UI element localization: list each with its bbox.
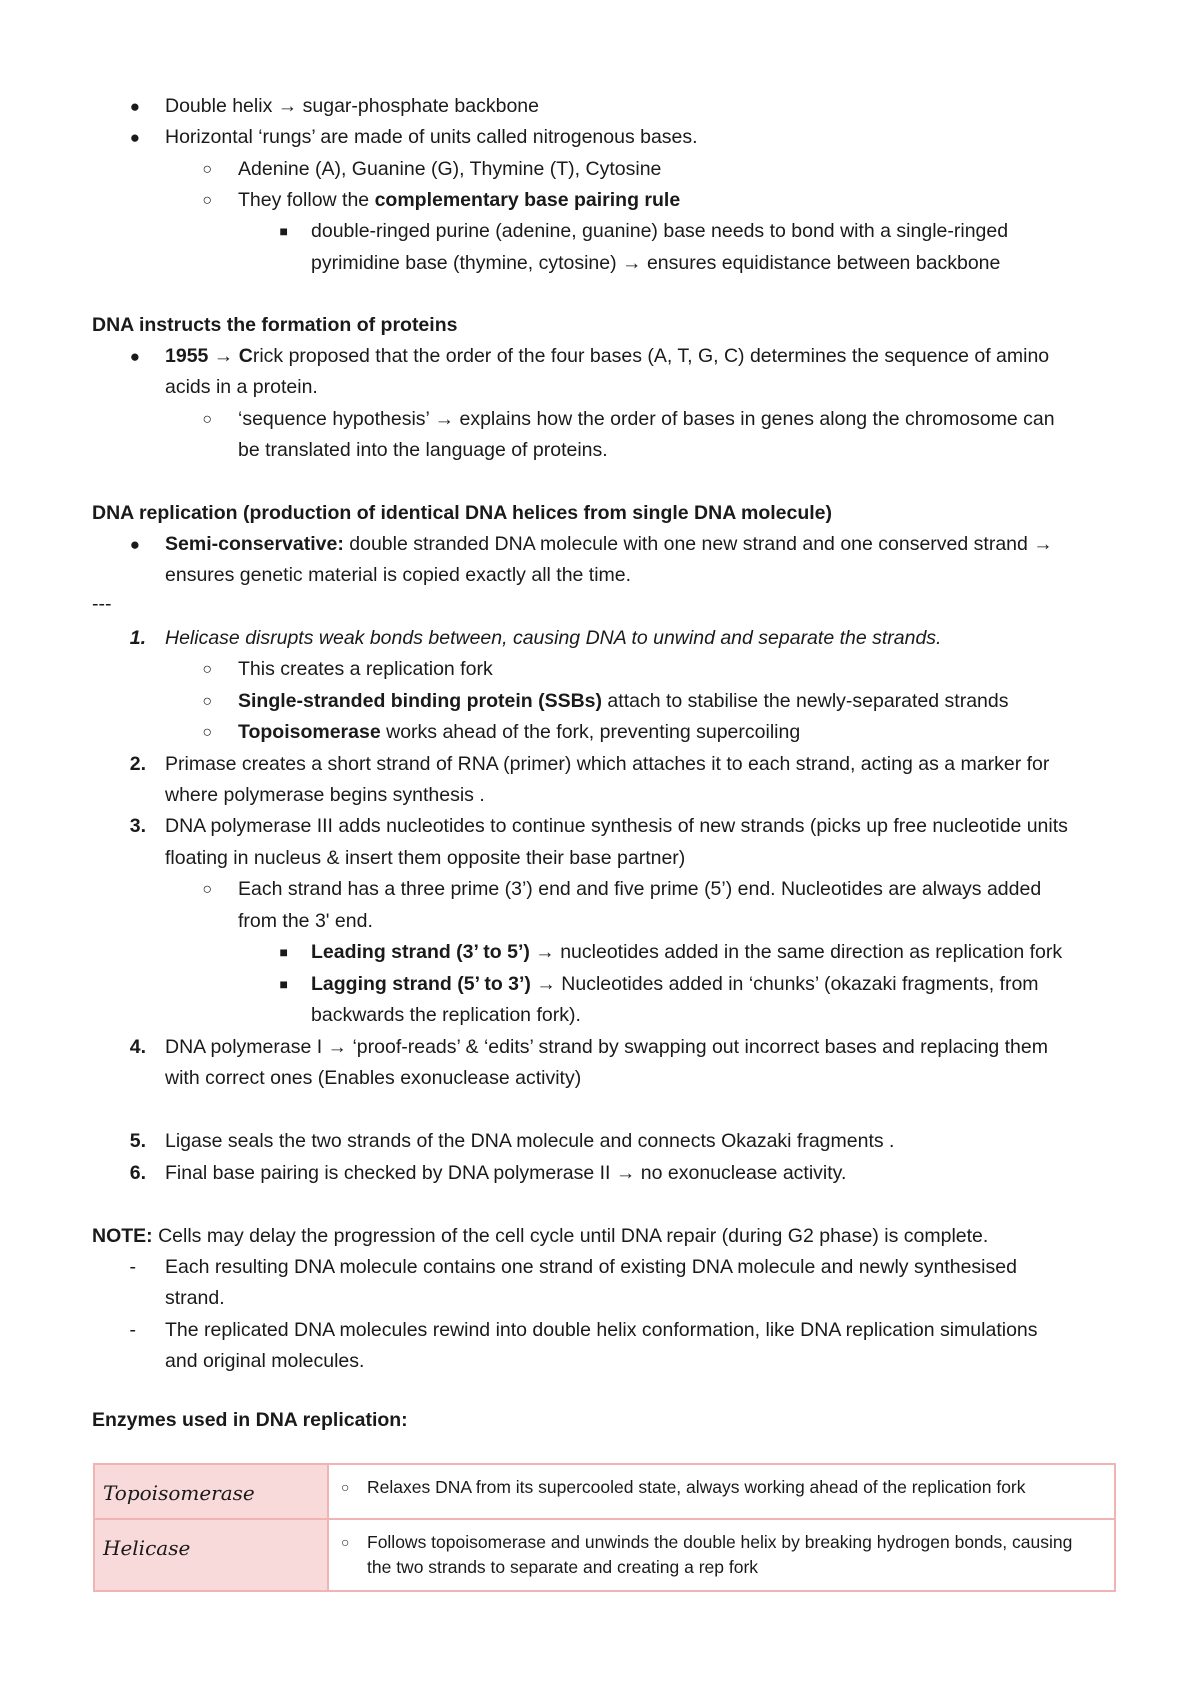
step-4-line-1: DNA polymerase I → ‘proof-reads’ & ‘edits’ strand by swapping out incorrect bases and replacing them — [165, 1036, 1048, 1058]
bullet-circle-icon: ○ — [202, 693, 212, 710]
bullet-circle-icon: ○ — [341, 1479, 350, 1495]
bullet-circle-icon: ○ — [202, 661, 212, 678]
lagging-strand-line-2: backwards the replication fork). — [311, 1004, 581, 1026]
bullet-square-icon: ■ — [279, 976, 288, 992]
note-line: NOTE: Cells may delay the progression of the cell cycle until DNA repair (during G2 phase) is complete. — [92, 1225, 989, 1247]
bullet-square-icon: ■ — [279, 944, 288, 960]
enzymes-table — [93, 1463, 1116, 1592]
enzyme-name-cell: Helicase — [94, 1519, 328, 1591]
dash-bullet-icon: - — [129, 1319, 136, 1341]
helix-sub-bullet-1: Adenine (A), Guanine (G), Thymine (T), Cytosine — [238, 158, 662, 180]
prime-ends-line-2: from the 3' end. — [238, 910, 373, 932]
bullet-circle-icon: ○ — [202, 161, 212, 178]
bullet-dot-icon: ● — [129, 97, 140, 116]
step-3-line-1: DNA polymerase III adds nucleotides to continue synthesis of new strands (picks up free nucleotide units — [165, 815, 1068, 837]
topoisomerase-item: Topoisomerase works ahead of the fork, preventing supercoiling — [238, 721, 801, 743]
enzyme-description-cell: ○ Relaxes DNA from its supercooled state, always working ahead of the replication fork — [328, 1464, 1115, 1519]
note-dash-1-line-2: strand. — [165, 1287, 225, 1309]
step-number: 4. — [129, 1036, 146, 1058]
helix-bullet-2: Horizontal ‘rungs’ are made of units called nitrogenous bases. — [165, 126, 698, 148]
separator-text: --- — [92, 593, 112, 615]
enzymes-heading: Enzymes used in DNA replication: — [92, 1409, 408, 1431]
note-dash-2-line-1: The replicated DNA molecules rewind into double helix conformation, like DNA replication simulations — [165, 1319, 1038, 1341]
sequence-hypothesis-line-2: be translated into the language of proteins. — [238, 439, 608, 461]
bullet-circle-icon: ○ — [202, 192, 212, 209]
lagging-strand-line-1: Lagging strand (5’ to 3’) → Nucleotides added in ‘chunks’ (okazaki fragments, from — [311, 973, 1039, 995]
helix-bullet-1: Double helix → sugar-phosphate backbone — [165, 95, 539, 117]
helix-sub-bullet-2: They follow the complementary base pairing rule — [238, 189, 681, 211]
step-6-text: Final base pairing is checked by DNA polymerase II → no exonuclease activity. — [165, 1162, 847, 1184]
semi-conservative-line-1: Semi-conservative: double stranded DNA molecule with one new strand and one conserved strand → — [165, 533, 1053, 555]
proteins-heading: DNA instructs the formation of proteins — [92, 314, 458, 336]
step-number: 5. — [129, 1130, 146, 1152]
semi-conservative-line-2: ensures genetic material is copied exactly all the time. — [165, 564, 632, 586]
step-4-line-2: with correct ones (Enables exonuclease activity) — [165, 1067, 582, 1089]
term-complementary-base-pairing: complementary base pairing rule — [374, 189, 681, 211]
sequence-hypothesis-line-1: ‘sequence hypothesis’ → explains how the order of bases in genes along the chromosome can — [238, 408, 1055, 430]
step-2-line-2: where polymerase begins synthesis . — [165, 784, 485, 806]
bullet-dot-icon: ● — [129, 347, 140, 366]
bullet-circle-icon: ○ — [341, 1533, 350, 1550]
step-number: 2. — [129, 753, 146, 775]
note-label: NOTE: — [92, 1225, 153, 1247]
step-2-line-1: Primase creates a short strand of RNA (primer) which attaches it to each strand, acting as a marker for — [165, 753, 1050, 775]
note-dash-2-line-2: and original molecules. — [165, 1350, 365, 1372]
bullet-square-icon: ■ — [279, 223, 288, 239]
enzyme-description-cell: ○ Follows topoisomerase and unwinds the double helix by breaking hydrogen bonds, causing the two strands to separate and creating a rep fork — [328, 1519, 1115, 1591]
table-row — [94, 1519, 1115, 1591]
crick-line-1: 1955 → Crick proposed that the order of the four bases (A, T, G, C) determines the sequence of amino — [165, 345, 1050, 367]
bullet-circle-icon: ○ — [202, 724, 212, 741]
bullet-dot-icon: ● — [129, 128, 140, 147]
dash-bullet-icon: - — [129, 1256, 136, 1278]
replication-heading: DNA replication (production of identical DNA helices from single DNA molecule) — [92, 502, 833, 524]
bullet-circle-icon: ○ — [202, 411, 212, 428]
ssb-item: Single-stranded binding protein (SSBs) attach to stabilise the newly-separated strands — [238, 690, 1009, 712]
replication-fork-item: This creates a replication fork — [238, 658, 493, 680]
leading-strand-item: Leading strand (3’ to 5’) → nucleotides added in the same direction as replication fork — [311, 941, 1063, 963]
step-3-line-2: floating in nucleus & insert them opposite their base partner) — [165, 847, 686, 869]
bullet-circle-icon: ○ — [202, 881, 212, 898]
step-number: 1. — [129, 627, 146, 649]
step-number: 3. — [129, 815, 146, 837]
prime-ends-line-1: Each strand has a three prime (3’) end and five prime (5’) end. Nucleotides are always added — [238, 878, 1042, 900]
step-5-text: Ligase seals the two strands of the DNA molecule and connects Okazaki fragments . — [165, 1130, 895, 1152]
note-dash-1-line-1: Each resulting DNA molecule contains one strand of existing DNA molecule and newly synthesised — [165, 1256, 1017, 1278]
table-row — [94, 1464, 1115, 1519]
step-1-text: Helicase disrupts weak bonds between, causing DNA to unwind and separate the strands. — [165, 627, 942, 649]
enzyme-name-cell: Topoisomerase — [94, 1464, 328, 1519]
step-number: 6. — [129, 1162, 146, 1184]
purine-pyrimidine-line-1: double-ringed purine (adenine, guanine) base needs to bond with a single-ringed — [311, 220, 1009, 242]
purine-pyrimidine-line-2: pyrimidine base (thymine, cytosine) → ensures equidistance between backbone — [311, 252, 1001, 274]
crick-line-2: acids in a protein. — [165, 376, 318, 398]
bullet-dot-icon: ● — [129, 535, 140, 554]
